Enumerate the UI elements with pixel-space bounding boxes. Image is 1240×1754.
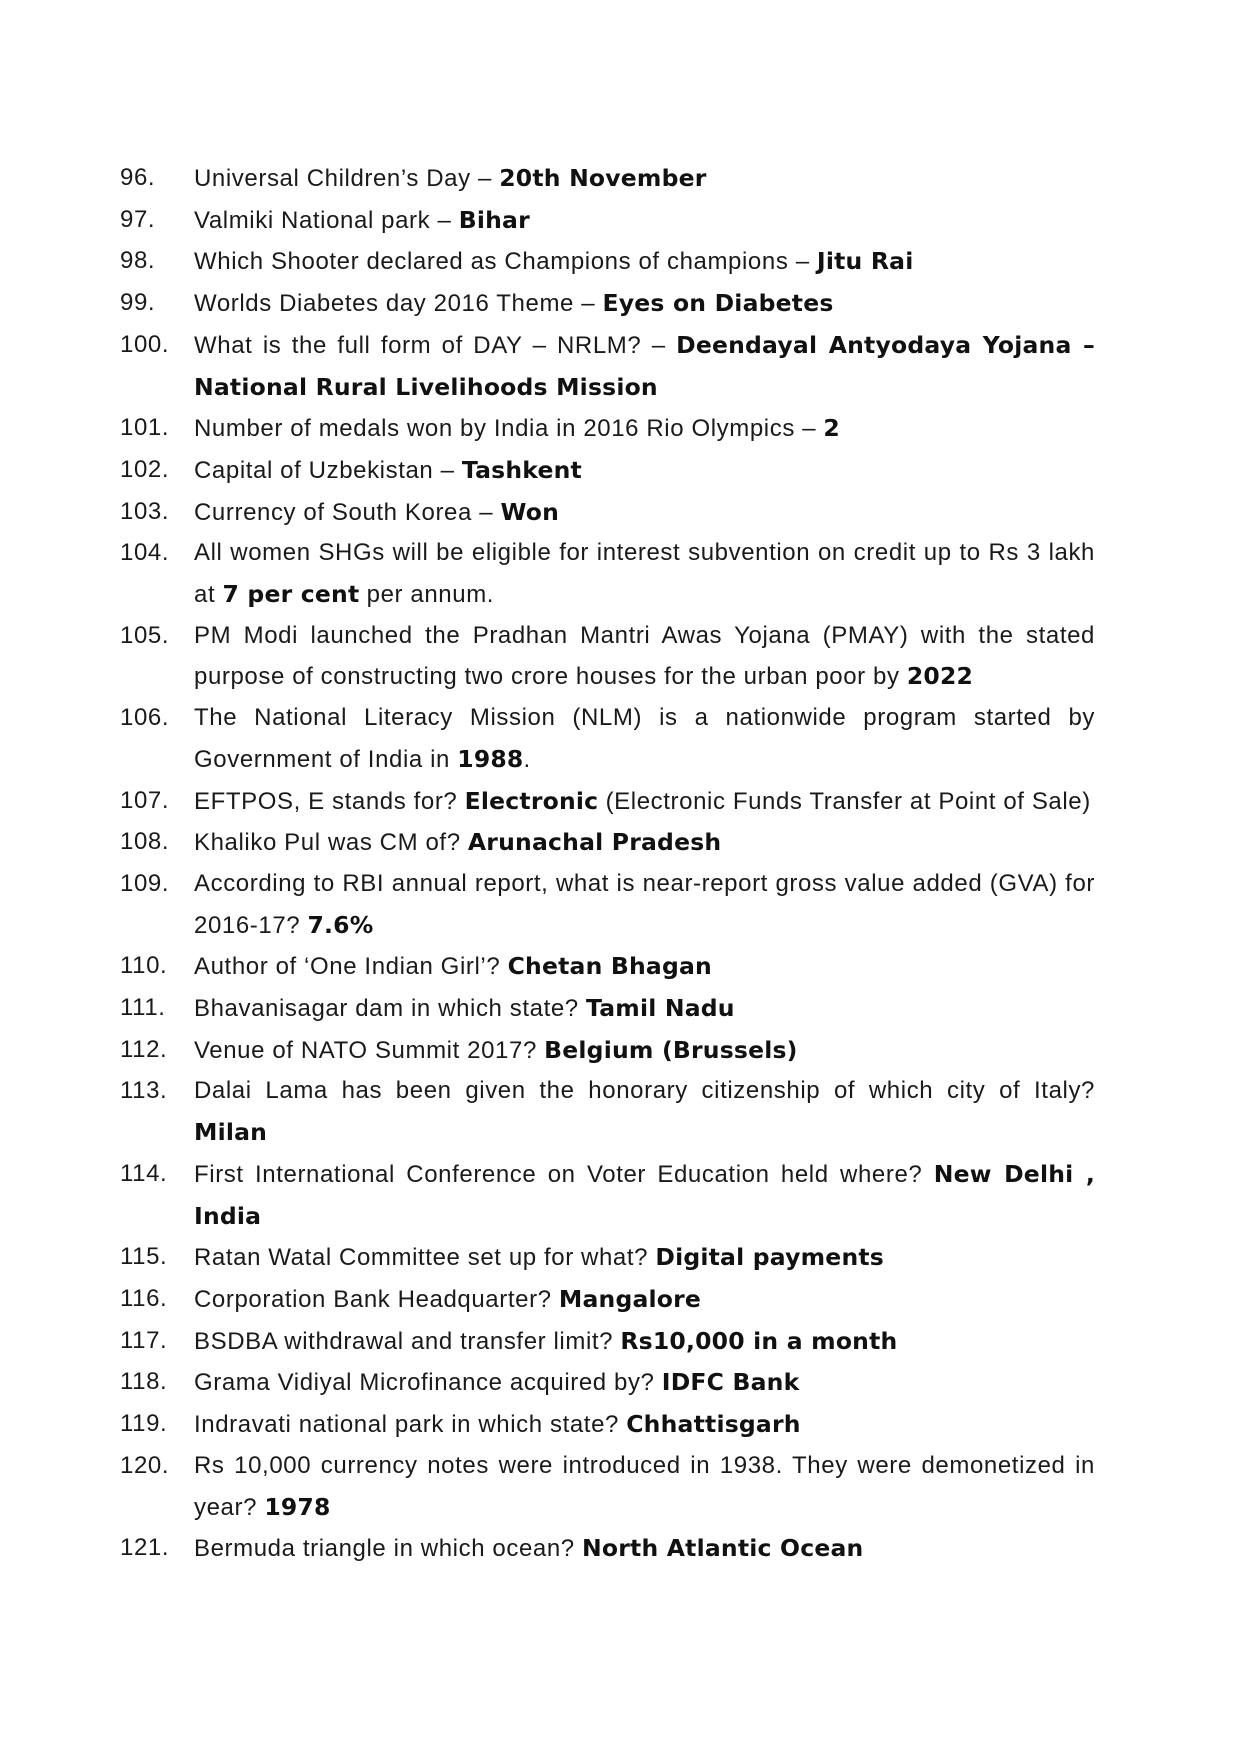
answer-text: Won (500, 497, 559, 526)
item-text (194, 1279, 1095, 1321)
question-text: First International Conference on Voter Education held where? (194, 1160, 934, 1188)
question-text: Universal Children’s Day – (194, 165, 500, 192)
item-number: 117. (120, 1326, 168, 1354)
list-item (120, 241, 1095, 283)
question-text: Capital of Uzbekistan – (194, 456, 462, 484)
answer-text: Eyes on Diabetes (602, 289, 834, 318)
list-item (120, 616, 1095, 698)
question-text: What is the full form of DAY – NRLM? – (194, 331, 677, 359)
list-item (120, 946, 1095, 988)
answer-text: Milan (194, 1118, 268, 1147)
list-item (120, 1237, 1095, 1279)
item-text (194, 698, 1095, 780)
question-text: Grama Vidiyal Microfinance acquired by? (194, 1369, 662, 1397)
list-item (120, 158, 1095, 200)
item-text (194, 822, 1095, 864)
trailing-text: per annum. (359, 581, 495, 609)
item-number: 100. (120, 330, 170, 358)
item-number: 106. (120, 704, 170, 732)
item-text (194, 283, 1095, 325)
answer-text: Chhattisgarh (626, 1410, 801, 1439)
list-item (120, 698, 1095, 780)
item-text (194, 408, 1095, 450)
list-item (120, 1446, 1095, 1528)
item-text (194, 946, 1095, 988)
list-item (120, 408, 1095, 450)
item-number: 119. (120, 1410, 168, 1438)
list-item (120, 864, 1095, 946)
question-text: Currency of South Korea – (194, 498, 501, 526)
question-text: All women SHGs will be eligible for interest subvention on credit up to Rs 3 lakh at (194, 539, 1095, 609)
answer-text: Deendayal Antyodaya Yojana – National Rural Livelihoods Mission (194, 330, 1095, 401)
question-text: BSDBA withdrawal and transfer limit? (194, 1327, 621, 1355)
list-item (120, 822, 1095, 864)
answer-text: 2022 (906, 662, 974, 691)
answer-text: 7 per cent (222, 580, 360, 609)
item-text (194, 1237, 1095, 1279)
item-text (194, 1362, 1095, 1404)
answer-text: 1988 (457, 744, 524, 773)
question-text: Rs 10,000 currency notes were introduced in 1938. They were demonetized in year? (194, 1451, 1095, 1521)
item-text (194, 325, 1095, 408)
list-item (120, 1404, 1095, 1446)
item-text (194, 200, 1095, 242)
answer-text: 20th November (499, 164, 707, 192)
answer-text: Chetan Bhagan (507, 952, 712, 981)
item-text (194, 616, 1095, 698)
trailing-text: (Electronic Funds Transfer at Point of Sale) (598, 787, 1091, 815)
question-text: Bermuda triangle in which ocean? (194, 1535, 583, 1563)
item-text (194, 492, 1095, 534)
list-item (120, 1279, 1095, 1321)
item-number: 108. (120, 828, 170, 856)
item-number: 121. (120, 1534, 170, 1562)
item-text (194, 781, 1095, 823)
item-number: 107. (120, 786, 170, 814)
answer-text: 1978 (264, 1492, 331, 1521)
answer-text: IDFC Bank (661, 1368, 800, 1397)
answer-text: Tashkent (461, 455, 582, 484)
question-text: Bhavanisagar dam in which state? (194, 995, 587, 1023)
item-number: 116. (120, 1284, 168, 1312)
list-item (120, 283, 1095, 325)
item-number: 104. (120, 539, 170, 567)
item-text (194, 1404, 1095, 1446)
item-text (194, 241, 1095, 283)
answer-text: Jitu Rai (816, 247, 914, 276)
question-text: Valmiki National park – (194, 206, 459, 234)
answer-text: Belgium (Brussels) (544, 1035, 798, 1064)
item-text (194, 1030, 1095, 1072)
item-number: 99. (120, 289, 156, 317)
item-text (194, 1071, 1095, 1153)
answer-text: Electronic (464, 786, 599, 815)
question-text: Khaliko Pul was CM of? (194, 829, 468, 857)
list-item (120, 1030, 1095, 1072)
list-item (120, 1321, 1095, 1363)
item-number: 103. (120, 497, 170, 525)
item-number: 101. (120, 414, 170, 442)
list-item (120, 450, 1095, 492)
list-item (120, 325, 1095, 408)
item-number: 111. (120, 994, 166, 1022)
question-text: Worlds Diabetes day 2016 Theme – (194, 290, 603, 318)
answer-text: Bihar (458, 205, 530, 234)
answer-text: 7.6% (307, 910, 374, 939)
answer-text: Rs10,000 in a month (620, 1326, 898, 1355)
list-item (120, 1528, 1095, 1570)
item-number: 109. (120, 869, 170, 897)
answer-text: Digital payments (655, 1243, 884, 1272)
item-number: 96. (120, 164, 156, 191)
item-text (194, 1528, 1095, 1570)
answer-text: 2 (823, 414, 840, 443)
list-item (120, 200, 1095, 242)
answer-text: Mangalore (558, 1284, 702, 1313)
item-number: 97. (120, 205, 156, 233)
list-item (120, 988, 1095, 1030)
question-text: Dalai Lama has been given the honorary citizenship of which city of Italy? (194, 1077, 1095, 1105)
item-text (194, 450, 1095, 492)
answer-text: New Delhi , India (194, 1159, 1095, 1230)
item-text (194, 1154, 1095, 1237)
item-number: 120. (120, 1451, 170, 1479)
item-text (194, 158, 1095, 200)
item-number: 98. (120, 247, 156, 275)
item-text (194, 988, 1095, 1030)
list-item (120, 1362, 1095, 1404)
question-text: Venue of NATO Summit 2017? (194, 1036, 545, 1064)
question-text: Ratan Watal Committee set up for what? (194, 1244, 656, 1272)
list-item (120, 781, 1095, 823)
item-number: 110. (120, 952, 168, 980)
item-number: 118. (120, 1368, 168, 1396)
list-item (120, 533, 1095, 615)
trailing-text: . (523, 745, 531, 773)
question-text: EFTPOS, E stands for? (194, 787, 465, 815)
item-text (194, 1446, 1095, 1528)
item-number: 113. (120, 1077, 168, 1105)
item-number: 102. (120, 455, 170, 483)
list-item (120, 1154, 1095, 1237)
answer-text: North Atlantic Ocean (582, 1534, 864, 1563)
answer-text: Arunachal Pradesh (467, 828, 722, 857)
question-list (120, 158, 1095, 1570)
question-text: Corporation Bank Headquarter? (194, 1285, 559, 1313)
list-item (120, 1071, 1095, 1153)
question-text: The National Literacy Mission (NLM) is a nationwide program started by Government of India in (194, 704, 1095, 773)
item-number: 112. (120, 1035, 168, 1063)
item-text (194, 1321, 1095, 1363)
list-item (120, 492, 1095, 534)
question-text: Indravati national park in which state? (194, 1411, 627, 1439)
item-text (194, 864, 1095, 946)
question-text: PM Modi launched the Pradhan Mantri Awas Yojana (PMAY) with the stated purpose of constructing two crore houses for the urban poor by (194, 621, 1095, 691)
item-number: 115. (120, 1243, 168, 1271)
question-text: According to RBI annual report, what is near-report gross value added (GVA) for 2016-17? (194, 869, 1095, 939)
item-number: 114. (120, 1159, 168, 1187)
question-text: Number of medals won by India in 2016 Rio Olympics – (194, 415, 824, 443)
answer-text: Tamil Nadu (586, 994, 735, 1023)
item-number: 105. (120, 621, 170, 649)
question-text: Which Shooter declared as Champions of champions – (194, 248, 817, 276)
question-text: Author of ‘One Indian Girl’? (194, 953, 508, 981)
item-text (194, 533, 1095, 615)
